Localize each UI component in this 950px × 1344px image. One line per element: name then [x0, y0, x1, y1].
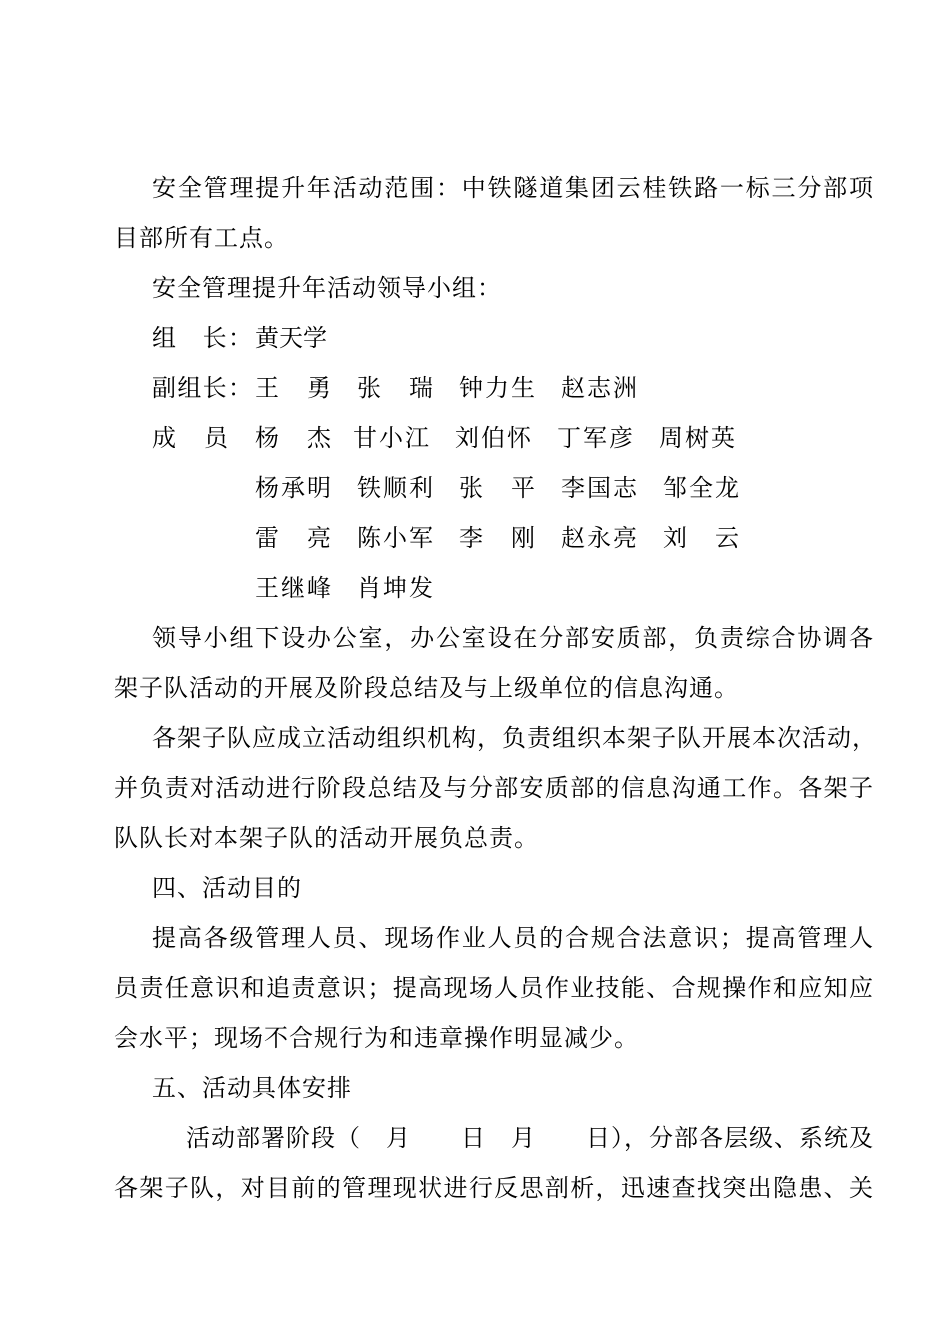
- member-name: 周树英: [659, 424, 735, 452]
- member-name: 雷 亮: [255, 524, 331, 552]
- deputy-name: 王 勇: [255, 374, 331, 402]
- deputy-label: 副组长：: [152, 374, 252, 402]
- paragraph-plan-line-1: 活动部署阶段（ 月 日 月 日），分部各层级、系统及: [186, 1124, 874, 1152]
- section-5-heading: 五、活动具体安排: [152, 1074, 352, 1102]
- members-label: 成 员: [152, 424, 228, 452]
- paragraph-office-line-2: 架子队活动的开展及阶段总结及与上级单位的信息沟通。: [114, 674, 739, 702]
- member-name: 赵永亮: [561, 524, 637, 552]
- member-name: 陈小军: [357, 524, 433, 552]
- group-title: 安全管理提升年活动领导小组：: [152, 274, 502, 302]
- member-name: 邹全龙: [663, 474, 739, 502]
- member-name: 杨 杰: [255, 424, 331, 452]
- member-name: 王继峰: [255, 574, 331, 602]
- paragraph-office-line-1: 领导小组下设办公室，办公室设在分部安质部，负责综合协调各: [152, 624, 874, 652]
- paragraph-team-line-1: 各架子队应成立活动组织机构，负责组织本架子队开展本次活动，: [152, 724, 877, 752]
- member-name: 甘小江: [353, 424, 429, 452]
- paragraph-team-line-2: 并负责对活动进行阶段总结及与分部安质部的信息沟通工作。各架子: [114, 774, 874, 802]
- paragraph-goal-line-3: 会水平；现场不合规行为和违章操作明显减少。: [114, 1024, 639, 1052]
- member-name: 丁军彦: [557, 424, 633, 452]
- member-name: 李 刚: [459, 524, 535, 552]
- paragraph-scope-line-2: 目部所有工点。: [114, 224, 289, 252]
- leader-name: 黄天学: [255, 324, 327, 352]
- paragraph-team-line-3: 队队长对本架子队的活动开展负总责。: [114, 824, 539, 852]
- leader-label: 组 长：: [152, 324, 252, 352]
- deputy-name: 赵志洲: [561, 374, 637, 402]
- member-name: 李国志: [561, 474, 637, 502]
- section-4-heading: 四、活动目的: [152, 874, 302, 902]
- member-name: 杨承明: [255, 474, 331, 502]
- deputy-name: 张 瑞: [357, 374, 433, 402]
- member-name: 肖坤发: [357, 574, 433, 602]
- paragraph-plan-line-2: 各架子队，对目前的管理现状进行反思剖析，迅速查找突出隐患、关: [114, 1174, 874, 1202]
- paragraph-scope-line-1: 安全管理提升年活动范围：中铁隧道集团云桂铁路一标三分部项: [152, 174, 874, 202]
- member-name: 铁顺利: [357, 474, 433, 502]
- paragraph-goal-line-1: 提高各级管理人员、现场作业人员的合规合法意识；提高管理人: [152, 924, 874, 952]
- member-name: 刘 云: [663, 524, 739, 552]
- member-name: 刘伯怀: [455, 424, 531, 452]
- member-name: 张 平: [459, 474, 535, 502]
- paragraph-goal-line-2: 员责任意识和追责意识；提高现场人员作业技能、合规操作和应知应: [114, 974, 874, 1002]
- deputy-name: 钟力生: [459, 374, 535, 402]
